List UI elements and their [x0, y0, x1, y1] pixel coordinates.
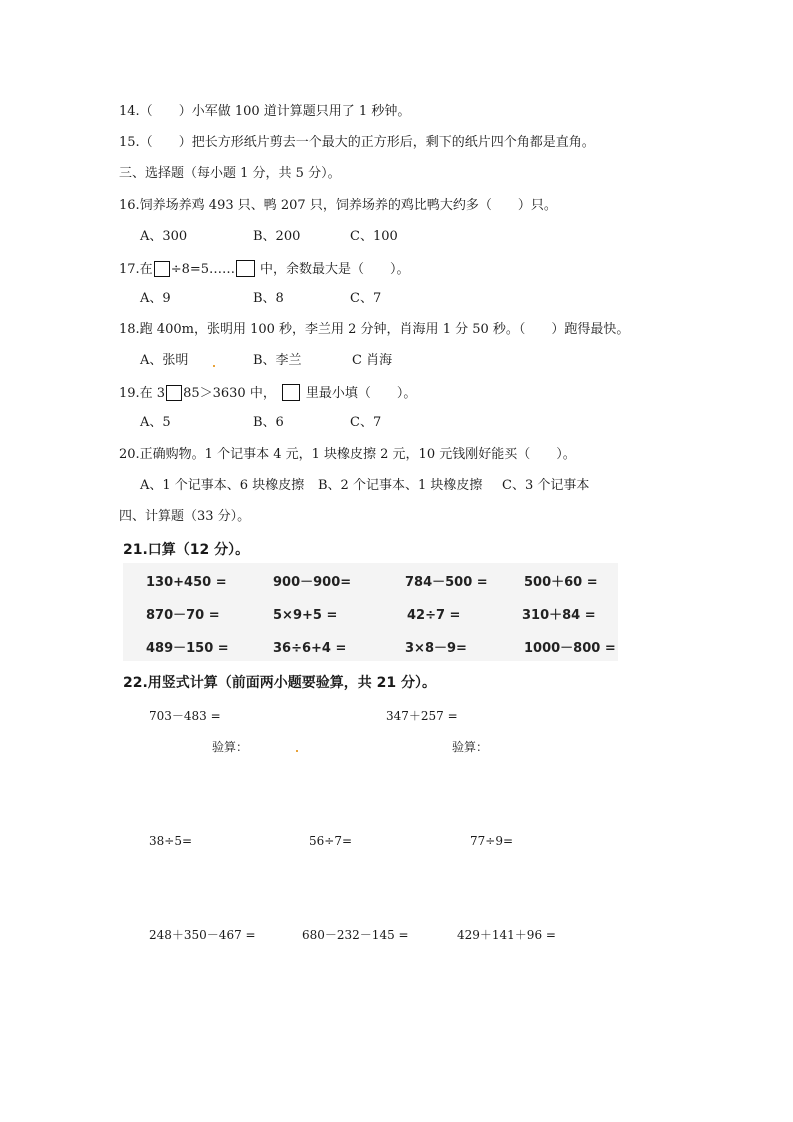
vertical-calc-item: 56÷7= [309, 834, 353, 848]
oral-item: 130+450 = [146, 575, 227, 590]
q15-text: 把长方形纸片剪去一个最大的正方形后，剩下的纸片四个角都是直角。 [191, 135, 595, 150]
q19-digit-box[interactable] [166, 385, 182, 401]
question-16: 16.饲养场养鸡 493 只、鸭 207 只，饲养场养的鸡比鸭大约多（ ）只。 [119, 198, 557, 213]
oral-item: 3×8－9= [405, 641, 467, 656]
section-3-heading: 三、选择题（每小题 1 分，共 5 分）。 [119, 166, 341, 181]
vertical-calc-item: 429＋141＋96 = [457, 928, 556, 942]
q18-option-b[interactable]: B、李兰 [253, 353, 302, 368]
q19-answer-box[interactable] [282, 384, 300, 401]
q15-blank[interactable]: ） [152, 135, 192, 150]
q17-pre: 17.在 [119, 262, 153, 277]
q19-pre: 19.在 3 [119, 386, 166, 401]
q19-option-c[interactable]: C、7 [350, 415, 382, 430]
oral-item: 310＋84 = [522, 608, 596, 623]
oral-item: 870－70 = [146, 608, 220, 623]
oral-item: 900－900= [273, 575, 352, 590]
q20-option-b[interactable]: B、2 个记事本、1 块橡皮擦 [318, 478, 483, 493]
check-label: 验算： [212, 740, 249, 754]
question-18: 18.跑 400m，张明用 100 秒，李兰用 2 分钟，肖海用 1 分 50 秒。（ ）跑得最快。 [119, 322, 630, 337]
q16-option-b[interactable]: B、200 [253, 229, 301, 244]
vertical-calc-item: 680－232－145 = [302, 928, 409, 942]
q17-mid: ÷8=5…… [170, 262, 236, 277]
oral-item: 36÷6+4 = [273, 641, 347, 656]
q17-remainder-box[interactable] [236, 260, 255, 277]
section-4-heading: 四、计算题（33 分）。 [119, 509, 251, 524]
q22-title: 22.用竖式计算（前面两小题要验算，共 21 分）。 [123, 675, 437, 691]
oral-item: 784－500 = [405, 575, 488, 590]
oral-item: 489－150 = [146, 641, 229, 656]
q20-option-a[interactable]: A、1 个记事本、6 块橡皮擦 [140, 478, 305, 493]
oral-item: 42÷7 = [407, 608, 461, 623]
q16-option-c[interactable]: C、100 [350, 229, 398, 244]
oral-item: 5×9+5 = [273, 608, 338, 623]
q14-text: 小军做 100 道计算题只用了 1 秒钟。 [191, 104, 411, 119]
question-19 [119, 384, 416, 402]
oral-item: 1000－800 = [524, 641, 616, 656]
q19-option-a[interactable]: A、5 [140, 415, 171, 430]
q16-option-a[interactable]: A、300 [140, 229, 188, 244]
q19-post: 里最小填（ ）。 [305, 386, 417, 401]
question-15 [119, 135, 595, 151]
vertical-calc-item: 347＋257 = [386, 709, 458, 723]
question-20: 20.正确购物。1 个记事本 4 元，1 块橡皮擦 2 元，10 元钱刚好能买（ ）。 [119, 447, 576, 462]
vertical-calc-item: 248＋350－467 = [149, 928, 256, 942]
vertical-calc-item: 38÷5= [149, 834, 193, 848]
q19-mid: 85＞3630 中， [183, 386, 276, 401]
q17-post: 中，余数最大是（ ）。 [260, 262, 410, 277]
q19-option-b[interactable]: B、6 [253, 415, 284, 430]
stray-mark [213, 365, 215, 367]
vertical-calc-item: 703－483 = [149, 709, 221, 723]
q18-option-c[interactable]: C 肖海 [352, 353, 393, 368]
check-label: 验算： [452, 740, 489, 754]
q20-option-c[interactable]: C、3 个记事本 [502, 478, 590, 493]
q14-blank[interactable]: ） [152, 104, 192, 119]
stray-mark [296, 750, 298, 752]
q17-dividend-box[interactable] [154, 261, 170, 277]
question-14 [119, 104, 410, 120]
q14-number: 14.（ [119, 104, 153, 119]
q17-option-a[interactable]: A、9 [140, 291, 171, 306]
q17-option-b[interactable]: B、8 [253, 291, 284, 306]
vertical-calc-item: 77÷9= [470, 834, 514, 848]
q18-option-a[interactable]: A、张明 [140, 353, 189, 368]
oral-item: 500＋60 = [524, 575, 598, 590]
q21-title: 21.口算（12 分）。 [123, 542, 250, 558]
q15-number: 15.（ [119, 135, 153, 150]
q17-option-c[interactable]: C、7 [350, 291, 382, 306]
question-17 [119, 260, 410, 278]
